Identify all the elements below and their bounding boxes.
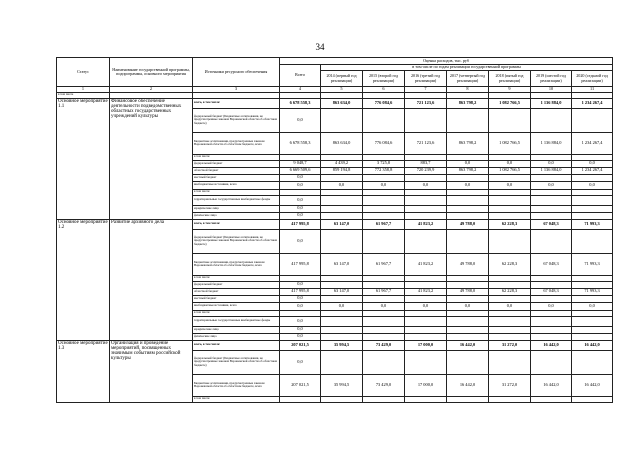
row-name: Финансовое обеспечение деятельности подведомственных областных государственных учреждений культуры — [110, 98, 193, 219]
value-cell — [489, 333, 531, 340]
value-cell: 35 994,5 — [321, 374, 363, 396]
value-cell: 1 082 766,5 — [489, 167, 531, 174]
value-cell: 0,0 — [280, 229, 321, 253]
source-label: федеральный бюджет — [193, 281, 280, 288]
source-label: местный бюджет — [193, 174, 280, 181]
row-status: Основное мероприятие 1.3 — [57, 340, 110, 402]
value-cell — [489, 195, 531, 205]
source-label: Бюджетные ассигнования, предусмотренные законом Воронежской области об областном бюджете, всего — [193, 132, 280, 154]
value-cell: 0,0 — [447, 181, 489, 189]
source-label: территориальные государственные внебюджетные фонды — [193, 195, 280, 205]
value-cell: 863 798,2 — [447, 98, 489, 108]
value-cell — [405, 316, 447, 326]
value-cell: 31 272,0 — [489, 374, 531, 396]
value-cell — [405, 195, 447, 205]
source-label: юридические лица — [193, 326, 280, 333]
header-status: Статус — [57, 58, 110, 87]
value-cell: 776 084,6 — [363, 132, 405, 154]
value-cell: 49 788,0 — [447, 253, 489, 275]
value-cell: 1 234 267,4 — [572, 98, 613, 108]
value-cell — [321, 316, 363, 326]
value-cell: 1 082 766,5 — [489, 132, 531, 154]
source-label: в том числе: — [193, 189, 280, 195]
value-cell — [489, 212, 531, 219]
value-cell: 16 442,0 — [447, 340, 489, 350]
column-number: 4 — [280, 87, 321, 93]
value-cell — [531, 281, 572, 288]
value-cell: 71 993,3 — [572, 253, 613, 275]
value-cell — [531, 316, 572, 326]
value-cell — [489, 229, 531, 253]
value-cell — [363, 350, 405, 374]
row-name: Организация и проведение мероприятий, посвященных значимым событиям российской культуры — [110, 340, 193, 402]
value-cell — [489, 326, 531, 333]
value-cell: 883,7 — [405, 160, 447, 167]
value-cell — [405, 108, 447, 132]
value-cell — [531, 205, 572, 212]
source-label: всего, в том числе: — [193, 219, 280, 229]
value-cell: 61 967,7 — [363, 288, 405, 295]
value-cell — [531, 174, 572, 181]
row-status: Основное мероприятие 1.2 — [57, 219, 110, 340]
value-cell: 0,0 — [280, 295, 321, 302]
value-cell — [447, 316, 489, 326]
value-cell: 62 228,3 — [489, 288, 531, 295]
value-cell — [572, 205, 613, 212]
value-cell: 0,0 — [405, 181, 447, 189]
header-estimate: Оценка расходов, тыс. руб — [280, 58, 613, 65]
source-label: федеральный бюджет (Бюджетные ассигнования, не предусмотренные законом Воронежской области об областном бюджете) — [193, 350, 280, 374]
value-cell: 16 442,0 — [572, 340, 613, 350]
value-cell — [363, 333, 405, 340]
value-cell — [321, 281, 363, 288]
value-cell: 417 995,8 — [280, 253, 321, 275]
value-cell: 67 048,3 — [531, 219, 572, 229]
value-cell: 0,0 — [572, 302, 613, 310]
page-number: 34 — [315, 42, 325, 52]
value-cell — [531, 295, 572, 302]
source-label: Бюджетные ассигнования, предусмотренные законом Воронежской области об областном бюджете, всего — [193, 253, 280, 275]
value-cell: 0,0 — [572, 160, 613, 167]
value-cell: 0,0 — [363, 181, 405, 189]
header-year: 2016 (третий год реализации) — [405, 71, 447, 87]
value-cell — [447, 350, 489, 374]
source-label: федеральный бюджет (Бюджетные ассигнования, не предусмотренные законом Воронежской области об областном бюджете) — [193, 108, 280, 132]
source-label: физические лица — [193, 333, 280, 340]
value-cell: 863 634,0 — [321, 98, 363, 108]
value-cell: 863 798,2 — [447, 132, 489, 154]
value-cell — [447, 195, 489, 205]
value-cell: 0,0 — [280, 205, 321, 212]
value-cell — [405, 396, 447, 402]
value-cell: 417 995,8 — [280, 288, 321, 295]
value-cell — [405, 326, 447, 333]
value-cell — [531, 350, 572, 374]
value-cell — [405, 333, 447, 340]
value-cell — [363, 229, 405, 253]
value-cell — [572, 396, 613, 402]
value-cell: 207 021,5 — [280, 374, 321, 396]
value-cell: 6 678 558,3 — [280, 98, 321, 108]
table-row — [57, 98, 613, 108]
value-cell: 16 442,0 — [531, 340, 572, 350]
value-cell — [405, 212, 447, 219]
value-cell — [321, 108, 363, 132]
value-cell: 16 442,0 — [447, 374, 489, 396]
source-label: внебюджетные источники, всего — [193, 181, 280, 189]
source-label: внебюджетные источники, всего — [193, 302, 280, 310]
value-cell: 0,0 — [363, 302, 405, 310]
column-number: 3 — [193, 87, 280, 93]
value-cell — [489, 350, 531, 374]
header-year: 2017 (четвертый год реализации) — [447, 71, 489, 87]
budget-table — [56, 57, 613, 403]
value-cell — [447, 108, 489, 132]
value-cell — [321, 326, 363, 333]
value-cell — [447, 205, 489, 212]
value-cell: 0,0 — [280, 108, 321, 132]
header-incl-years: в том числе по годам реализации государственной программы — [321, 65, 613, 71]
value-cell: 1 136 884,0 — [531, 132, 572, 154]
value-cell: 1 234 267,4 — [572, 132, 613, 154]
value-cell — [572, 316, 613, 326]
header-year: 2014 (первый год реализации) — [321, 71, 363, 87]
value-cell — [572, 333, 613, 340]
value-cell — [531, 326, 572, 333]
value-cell — [405, 174, 447, 181]
value-cell: 63 147,0 — [321, 253, 363, 275]
source-label: территориальные государственные внебюджетные фонды — [193, 316, 280, 326]
header-total: Всего — [280, 65, 321, 87]
header-year: 2019 (шестой год реализации) — [531, 71, 572, 87]
column-number: 6 — [363, 87, 405, 93]
value-cell: 1 234 267,4 — [572, 167, 613, 174]
value-cell: 1 136 884,0 — [531, 98, 572, 108]
value-cell: 0,0 — [447, 160, 489, 167]
source-label: юридические лица — [193, 205, 280, 212]
value-cell: 776 084,6 — [363, 98, 405, 108]
source-label: федеральный бюджет — [193, 160, 280, 167]
value-cell: 0,0 — [489, 181, 531, 189]
value-cell: 859 194,8 — [321, 167, 363, 174]
value-cell — [447, 396, 489, 402]
value-cell: 0,0 — [280, 212, 321, 219]
value-cell — [321, 174, 363, 181]
value-cell: 863 798,2 — [447, 167, 489, 174]
value-cell — [321, 205, 363, 212]
table-header — [57, 58, 613, 93]
value-cell: 0,0 — [447, 302, 489, 310]
value-cell: 0,0 — [280, 174, 321, 181]
value-cell: 0,0 — [280, 326, 321, 333]
value-cell — [447, 281, 489, 288]
value-cell — [489, 281, 531, 288]
source-label: в том числе: — [193, 396, 280, 402]
value-cell: 0,0 — [531, 302, 572, 310]
value-cell — [572, 212, 613, 219]
value-cell: 0,0 — [280, 195, 321, 205]
value-cell — [531, 108, 572, 132]
value-cell — [447, 326, 489, 333]
value-cell: 67 048,3 — [531, 288, 572, 295]
value-cell: 71 993,3 — [572, 219, 613, 229]
value-cell: 1 082 766,5 — [489, 98, 531, 108]
value-cell — [572, 281, 613, 288]
source-label: федеральный бюджет (Бюджетные ассигнования, не предусмотренные законом Воронежской области об областном бюджете) — [193, 229, 280, 253]
value-cell — [531, 195, 572, 205]
header-year: 2020 (седьмой год реализации) — [572, 71, 613, 87]
value-cell — [489, 316, 531, 326]
value-cell: 9 048,7 — [280, 160, 321, 167]
value-cell — [405, 350, 447, 374]
source-label: местный бюджет — [193, 295, 280, 302]
value-cell: 41 823,2 — [405, 288, 447, 295]
value-cell — [363, 396, 405, 402]
column-number: 10 — [531, 87, 572, 93]
header-name: Наименование государственной программы, подпрограммы, основного мероприятия — [110, 58, 193, 87]
source-label: физические лица — [193, 212, 280, 219]
column-number: 11 — [572, 87, 613, 93]
value-cell — [405, 205, 447, 212]
header-source: Источники ресурсного обеспечения — [193, 58, 280, 87]
value-cell — [321, 212, 363, 219]
value-cell: 0,0 — [280, 333, 321, 340]
value-cell — [531, 212, 572, 219]
value-cell: 207 021,5 — [280, 340, 321, 350]
value-cell: 62 228,3 — [489, 253, 531, 275]
value-cell — [572, 326, 613, 333]
value-cell — [447, 333, 489, 340]
value-cell — [405, 281, 447, 288]
value-cell — [321, 295, 363, 302]
value-cell: 0,0 — [321, 181, 363, 189]
value-cell: 35 994,5 — [321, 340, 363, 350]
value-cell: 4 439,2 — [321, 160, 363, 167]
column-number: 9 — [489, 87, 531, 93]
value-cell: 721 123,6 — [405, 132, 447, 154]
column-number: 2 — [110, 87, 193, 93]
value-cell — [363, 326, 405, 333]
value-cell — [447, 174, 489, 181]
intro-label: в том числе — [57, 92, 110, 98]
value-cell: 63 147,0 — [321, 288, 363, 295]
value-cell: 0,0 — [280, 350, 321, 374]
value-cell: 6 669 509,6 — [280, 167, 321, 174]
value-cell — [405, 295, 447, 302]
value-cell — [447, 229, 489, 253]
value-cell: 417 995,8 — [280, 219, 321, 229]
header-year: 2018 (пятый год реализации) — [489, 71, 531, 87]
value-cell: 6 678 558,3 — [280, 132, 321, 154]
value-cell — [447, 212, 489, 219]
value-cell: 0,0 — [280, 181, 321, 189]
column-number: 8 — [447, 87, 489, 93]
value-cell: 16 442,0 — [572, 374, 613, 396]
value-cell — [447, 295, 489, 302]
value-cell: 0,0 — [280, 302, 321, 310]
value-cell — [363, 205, 405, 212]
value-cell: 0,0 — [280, 316, 321, 326]
value-cell: 61 967,7 — [363, 253, 405, 275]
value-cell: 0,0 — [531, 160, 572, 167]
value-cell: 31 272,0 — [489, 340, 531, 350]
value-cell — [489, 396, 531, 402]
value-cell: 17 000,0 — [405, 374, 447, 396]
value-cell — [572, 195, 613, 205]
value-cell: 71 993,3 — [572, 288, 613, 295]
value-cell: 0,0 — [321, 302, 363, 310]
value-cell — [531, 229, 572, 253]
value-cell — [363, 212, 405, 219]
value-cell — [363, 295, 405, 302]
value-cell: 0,0 — [531, 181, 572, 189]
value-cell: 0,0 — [405, 302, 447, 310]
value-cell: 721 123,6 — [405, 98, 447, 108]
value-cell: 720 239,9 — [405, 167, 447, 174]
value-cell: 863 634,0 — [321, 132, 363, 154]
value-cell: 16 442,0 — [531, 374, 572, 396]
value-cell: 67 048,3 — [531, 253, 572, 275]
source-label: всего, в том числе: — [193, 98, 280, 108]
value-cell: 41 823,2 — [405, 253, 447, 275]
value-cell: 63 147,0 — [321, 219, 363, 229]
value-cell — [572, 350, 613, 374]
value-cell: 62 228,3 — [489, 219, 531, 229]
value-cell — [363, 281, 405, 288]
source-label: всего, в том числе: — [193, 340, 280, 350]
value-cell — [405, 229, 447, 253]
value-cell — [489, 205, 531, 212]
value-cell — [280, 396, 321, 402]
source-label: областной бюджет — [193, 167, 280, 174]
row-status: Основное мероприятие 1.1 — [57, 98, 110, 219]
source-label: областной бюджет — [193, 288, 280, 295]
value-cell — [363, 195, 405, 205]
value-cell: 0,0 — [489, 160, 531, 167]
value-cell — [363, 108, 405, 132]
value-cell — [321, 333, 363, 340]
value-cell — [321, 350, 363, 374]
value-cell: 49 788,0 — [447, 288, 489, 295]
column-number: 1 — [57, 87, 110, 93]
value-cell — [572, 174, 613, 181]
value-cell — [321, 195, 363, 205]
value-cell — [572, 229, 613, 253]
value-cell: 41 823,2 — [405, 219, 447, 229]
source-label: в том числе: — [193, 310, 280, 316]
value-cell: 0,0 — [489, 302, 531, 310]
value-cell — [489, 108, 531, 132]
value-cell — [489, 174, 531, 181]
source-label: в том числе: — [193, 275, 280, 281]
value-cell — [572, 108, 613, 132]
value-cell: 1 136 884,0 — [531, 167, 572, 174]
value-cell — [363, 316, 405, 326]
value-cell: 61 967,7 — [363, 219, 405, 229]
value-cell: 0,0 — [280, 281, 321, 288]
value-cell: 3 725,8 — [363, 160, 405, 167]
column-number: 7 — [405, 87, 447, 93]
value-cell — [531, 333, 572, 340]
header-year: 2015 (второй год реализации) — [363, 71, 405, 87]
value-cell — [531, 396, 572, 402]
value-cell: 17 000,0 — [405, 340, 447, 350]
value-cell — [572, 295, 613, 302]
value-cell: 73 429,0 — [363, 374, 405, 396]
source-label: Бюджетные ассигнования, предусмотренные законом Воронежской области об областном бюджете, всего — [193, 374, 280, 396]
value-cell: 0,0 — [572, 181, 613, 189]
value-cell — [489, 295, 531, 302]
column-number: 5 — [321, 87, 363, 93]
value-cell — [363, 174, 405, 181]
table-row — [57, 340, 613, 350]
source-label: в том числе: — [193, 154, 280, 160]
value-cell: 772 358,8 — [363, 167, 405, 174]
row-name: Развитие архивного дела — [110, 219, 193, 340]
table-row — [57, 219, 613, 229]
value-cell — [321, 396, 363, 402]
value-cell: 49 788,0 — [447, 219, 489, 229]
value-cell: 73 429,0 — [363, 340, 405, 350]
value-cell — [321, 229, 363, 253]
